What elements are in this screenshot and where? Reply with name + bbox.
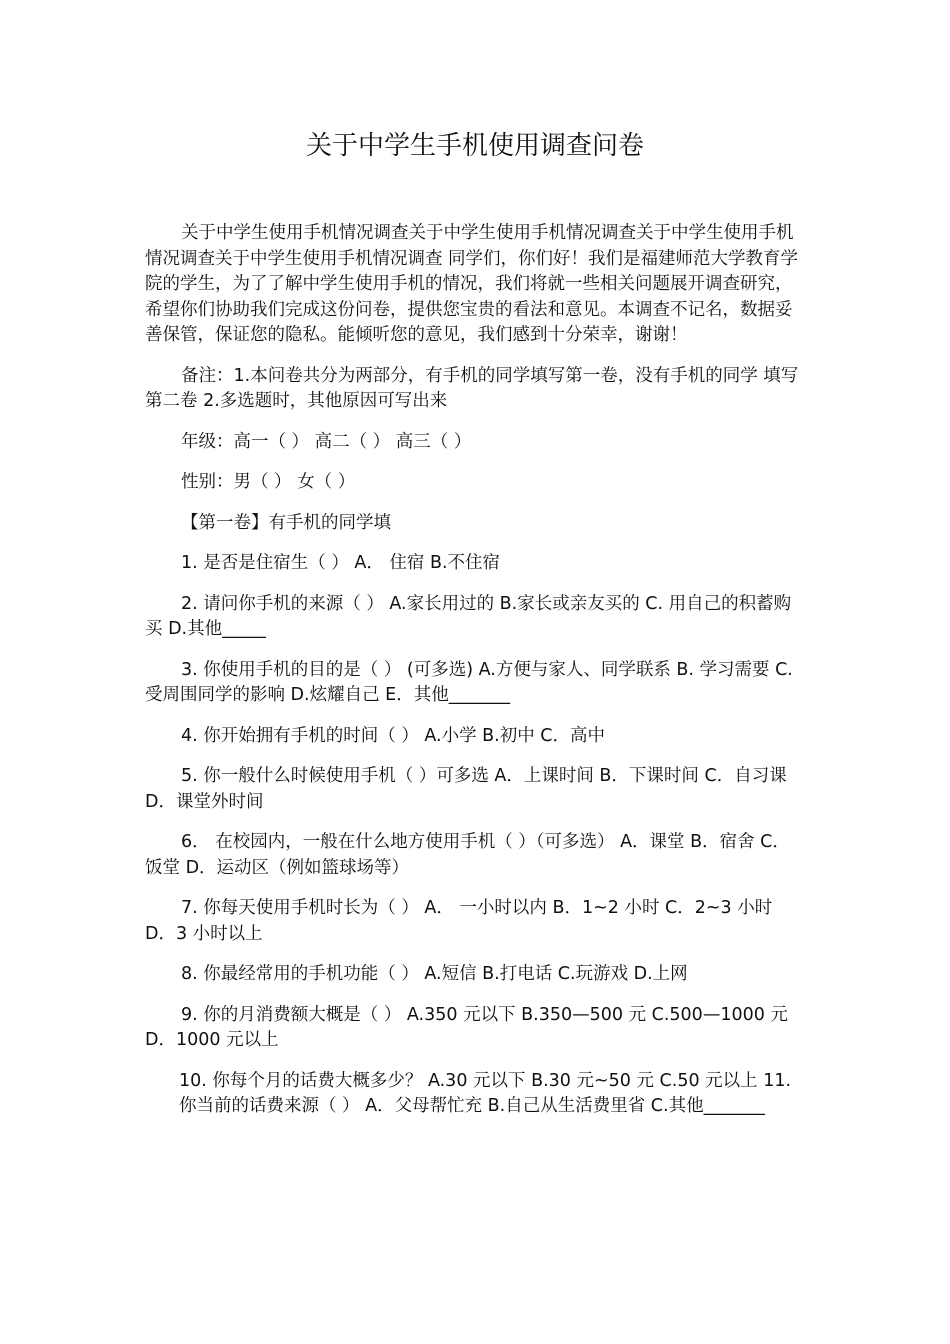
document-body [145, 221, 805, 1135]
question-5: 5. 你一般什么时候使用手机（ ）可多选 A．上课时间 B．下课时间 C．自习课 D．课堂外时间 [145, 766, 787, 812]
question-7: 7. 你每天使用手机时长为（ ） A． 一小时以内 B．1~2 小时 C．2~3 小时 D．3 小时以上 [145, 898, 773, 944]
question-3: 3. 你使用手机的目的是（ ） (可多选) A.方便与家人、同学联系 B. 学习需要 C.受周围同学的影响 D.炫耀自己 E．其他_______ [145, 659, 793, 705]
section-heading: 【第一卷】有手机的同学填 [181, 512, 391, 533]
question-1: 1. 是否是住宿生（ ） A． 住宿 B.不住宿 [181, 553, 501, 573]
question-6: 6． 在校园内，一般在什么地方使用手机（ ）（可多选） A．课堂 B．宿舍 C．饭堂 D．运动区（例如篮球场等） [145, 832, 790, 878]
intro-paragraph: 关于中学生使用手机情况调查关于中学生使用手机情况调查关于中学生使用手机情况调查关于中学生使用手机情况调查 同学们，你们好！我们是福建师范大学教育学院的学生，为了了解中学生使用手机的情况，我们将就一些相关问题展开调查研究，希望你们协助我们完成这份问卷，提供您宝贵的看法和意见。本调查不记名，数据妥善保管，保证您的隐私。能倾听您的意见，我们感到十分荣幸，谢谢！ [145, 223, 799, 345]
gender-line: 性别：男（ ） 女（ ） [181, 472, 356, 492]
question-2: 2. 请问你手机的来源（ ） A.家长用过的 B.家长或亲友买的 C. 用自己的积蓄购买 D.其他_____ [145, 593, 792, 639]
note-paragraph: 备注：1.本问卷共分为两部分，有手机的同学填写第一卷，没有手机的同学 填写第二卷 2.多选题时，其他原因可写出来 [145, 365, 799, 411]
question-10-11: 10. 你每个月的话费大概多少？ A.30 元以下 B.30 元~50 元 C.50 元以上 11. 你当前的话费来源（ ） A．父母帮忙充 B.自己从生活费里省 C.其他_______ [179, 1070, 792, 1116]
question-9: 9. 你的月消费额大概是（ ） A.350 元以下 B.350—500 元 C.500—1000 元 D．1000 元以上 [145, 1004, 788, 1050]
document-title: 关于中学生手机使用调查问卷 [305, 131, 644, 161]
question-4: 4. 你开始拥有手机的时间（ ） A.小学 B.初中 C．高中 [181, 725, 606, 746]
question-8: 8. 你最经常用的手机功能（ ） A.短信 B.打电话 C.玩游戏 D.上网 [181, 964, 688, 984]
grade-line: 年级：高一（ ） 高二（ ） 高三（ ） [181, 431, 472, 452]
